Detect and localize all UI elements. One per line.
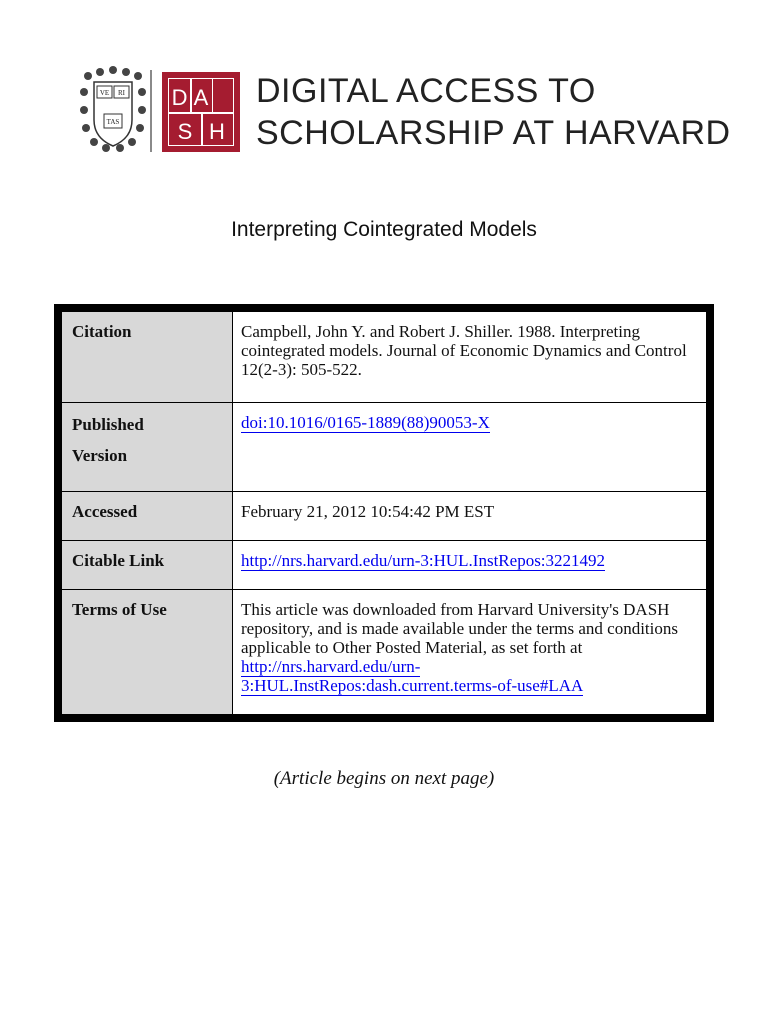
doi-link[interactable]: doi:10.1016/0165-1889(88)90053-X xyxy=(241,413,490,433)
logo-letter-s: S xyxy=(177,119,193,144)
row-label-accessed: Accessed xyxy=(62,492,233,541)
dash-wordmark xyxy=(256,70,731,154)
row-label-citable-link: Citable Link xyxy=(62,541,233,590)
table-row xyxy=(62,403,707,492)
logo-letter-h: H xyxy=(209,119,225,144)
row-label-terms-of-use: Terms of Use xyxy=(62,589,233,714)
table-row xyxy=(62,589,707,714)
dash-logo xyxy=(162,72,240,152)
dash-header xyxy=(80,64,731,156)
terms-link-part2[interactable]: 3:HUL.InstRepos:dash.current.terms-of-use#LAA xyxy=(241,675,584,695)
row-value-citable-link xyxy=(233,541,707,590)
wordmark-line-1: DIGITAL ACCESS TO xyxy=(256,72,596,110)
logo-letter-a: A xyxy=(193,85,209,110)
wordmark-line-2: SCHOLARSHIP AT HARVARD xyxy=(256,114,731,152)
table-row xyxy=(62,492,707,541)
metadata-table xyxy=(61,311,707,715)
seal-text-ve: VE xyxy=(99,89,110,97)
seal-text-ri: RI xyxy=(118,89,125,97)
metadata-table-frame xyxy=(54,304,714,722)
row-label-citation: Citation xyxy=(62,312,233,403)
logo-letter-d: D xyxy=(171,85,188,110)
row-value-citation: Campbell, John Y. and Robert J. Shiller. 1988. Interpreting cointegrated models. Journal of Economic Dynamics and Control 12(2-3): 505-522. xyxy=(233,312,707,403)
published-label-line1: Published xyxy=(72,415,144,435)
harvard-seal-icon xyxy=(80,66,146,152)
article-begins-note: (Article begins on next page) xyxy=(273,768,495,789)
row-value-terms-of-use xyxy=(233,589,707,714)
row-value-accessed: February 21, 2012 10:54:42 PM EST xyxy=(233,492,707,541)
terms-text: This article was downloaded from Harvard University's DASH repository, and is made available under the terms and conditions applicable to Other Posted Material, as set forth at xyxy=(241,599,678,657)
published-label-line2: Version xyxy=(72,446,128,466)
row-value-published-version xyxy=(233,403,707,492)
terms-link-part1[interactable]: http://nrs.harvard.edu/urn- xyxy=(241,656,421,676)
table-row xyxy=(62,541,707,590)
table-row xyxy=(62,312,707,403)
seal-text-tas: TAS xyxy=(106,118,120,126)
citable-link[interactable]: http://nrs.harvard.edu/urn-3:HUL.InstRepos:3221492 xyxy=(241,551,606,571)
row-label-published-version xyxy=(62,403,233,492)
document-title: Interpreting Cointegrated Models xyxy=(231,218,537,241)
header-divider xyxy=(150,70,152,152)
